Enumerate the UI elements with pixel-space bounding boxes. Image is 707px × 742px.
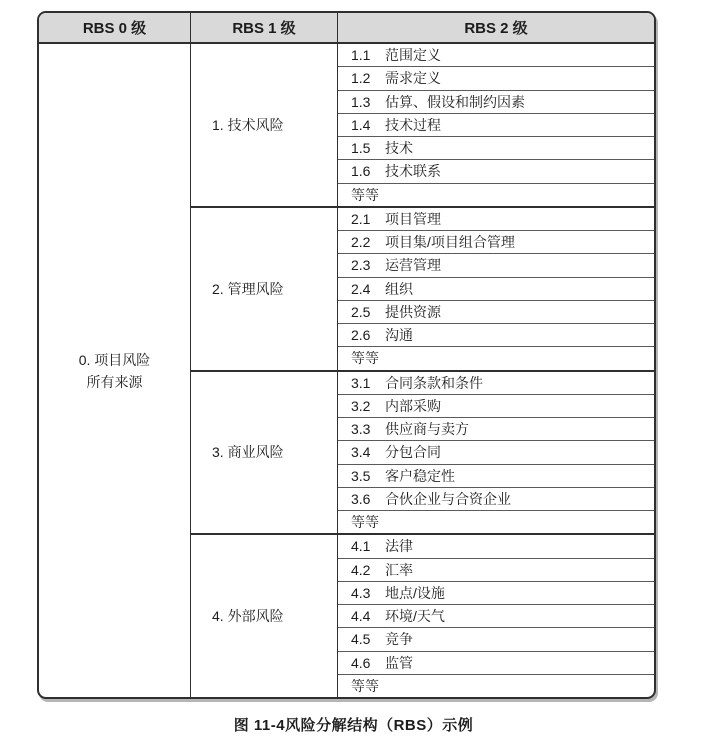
table-row: [338, 137, 654, 160]
level0-line2: 所有来源: [86, 373, 143, 390]
item-number: 2.6: [351, 327, 371, 344]
item-label: 法律: [385, 538, 413, 555]
item-number: 1.1: [351, 47, 371, 64]
etc-row: [338, 184, 654, 206]
item-label: 项目集/项目组合管理: [385, 234, 515, 251]
level2-section-external: [338, 535, 654, 697]
etc-label: 等等: [351, 350, 379, 367]
rbs-table: [37, 11, 656, 699]
item-label: 环境/天气: [385, 608, 445, 625]
item-number: 1.2: [351, 70, 371, 87]
table-row: [338, 605, 654, 628]
table-row: [338, 114, 654, 137]
item-label: 技术: [385, 140, 413, 157]
item-label: 竞争: [385, 631, 413, 648]
table-row: [338, 628, 654, 651]
item-label: 监管: [385, 654, 413, 671]
table-row: [338, 418, 654, 441]
header-rbs-level2: RBS 2 级: [464, 20, 528, 37]
item-number: 2.4: [351, 280, 371, 297]
item-number: 4.6: [351, 654, 371, 671]
item-number: 4.3: [351, 584, 371, 601]
table-row: [338, 582, 654, 605]
figure-caption: 图 11-4风险分解结构（RBS）示例: [233, 717, 474, 734]
table-row: [338, 488, 654, 511]
item-number: 3.2: [351, 397, 371, 414]
table-row: [338, 559, 654, 582]
header-rbs-level0: RBS 0 级: [39, 13, 191, 42]
item-label: 需求定义: [385, 70, 441, 87]
table-row: [338, 395, 654, 418]
item-label: 运营管理: [385, 257, 441, 274]
table-row: [338, 324, 654, 347]
item-number: 1.5: [351, 140, 371, 157]
item-label: 技术联系: [385, 163, 441, 180]
header-rbs-level1: RBS 1 级: [191, 13, 338, 42]
etc-row: [338, 511, 654, 533]
item-label: 内部采购: [385, 397, 441, 414]
table-row: [338, 372, 654, 395]
level2-section-commercial: [338, 372, 654, 536]
item-label: 估算、假设和制约因素: [385, 93, 525, 110]
etc-label: 等等: [351, 514, 379, 531]
item-label: 范围定义: [385, 47, 441, 64]
etc-row: [338, 347, 654, 369]
table-row: [338, 44, 654, 67]
item-number: 1.3: [351, 93, 371, 110]
table-row: [338, 301, 654, 324]
table-row: [338, 254, 654, 277]
item-number: 1.4: [351, 116, 371, 133]
etc-row: [338, 675, 654, 697]
item-label: 合同条款和条件: [385, 374, 483, 391]
item-number: 4.2: [351, 561, 371, 578]
item-number: 2.1: [351, 210, 371, 227]
table-row: [338, 465, 654, 488]
level1-cell-commercial: 3. 商业风险: [191, 372, 337, 536]
item-number: 1.6: [351, 163, 371, 180]
table-header-row: [39, 13, 654, 44]
item-number: 3.6: [351, 490, 371, 507]
table-row: [338, 91, 654, 114]
level0-line1: 0. 项目风险: [78, 351, 151, 368]
etc-label: 等等: [351, 186, 379, 203]
item-label: 客户稳定性: [385, 467, 455, 484]
item-number: 4.5: [351, 631, 371, 648]
level0-cell: [39, 44, 191, 697]
table-row: [338, 231, 654, 254]
table-body: [39, 44, 654, 697]
item-number: 4.4: [351, 608, 371, 625]
table-row: [338, 67, 654, 90]
table-row: [338, 160, 654, 183]
item-label: 供应商与卖方: [385, 421, 469, 438]
item-label: 组织: [385, 280, 413, 297]
item-number: 3.3: [351, 421, 371, 438]
level2-section-management: [338, 208, 654, 372]
item-label: 提供资源: [385, 303, 441, 320]
table-row: [338, 652, 654, 675]
table-row: [338, 535, 654, 558]
item-number: 2.3: [351, 257, 371, 274]
table-row: [338, 208, 654, 231]
table-row: [338, 441, 654, 464]
item-label: 合伙企业与合资企业: [385, 490, 511, 507]
item-number: 2.5: [351, 303, 371, 320]
item-number: 3.5: [351, 467, 371, 484]
level1-cell-external: 4. 外部风险: [212, 608, 284, 625]
etc-label: 等等: [351, 677, 379, 694]
item-label: 分包合同: [385, 444, 441, 461]
table-row: [338, 278, 654, 301]
level2-section-technical: [338, 44, 654, 208]
item-number: 3.1: [351, 374, 371, 391]
item-label: 项目管理: [385, 210, 441, 227]
level1-cell-technical: 1. 技术风险: [191, 44, 337, 208]
item-label: 地点/设施: [385, 584, 445, 601]
item-label: 沟通: [385, 327, 413, 344]
item-number: 3.4: [351, 444, 371, 461]
item-label: 汇率: [385, 561, 413, 578]
item-label: 技术过程: [385, 116, 441, 133]
item-number: 2.2: [351, 234, 371, 251]
level2-column: [338, 44, 654, 697]
level1-cell-management: 2. 管理风险: [191, 208, 337, 372]
item-number: 4.1: [351, 538, 371, 555]
level1-column: [191, 44, 338, 697]
